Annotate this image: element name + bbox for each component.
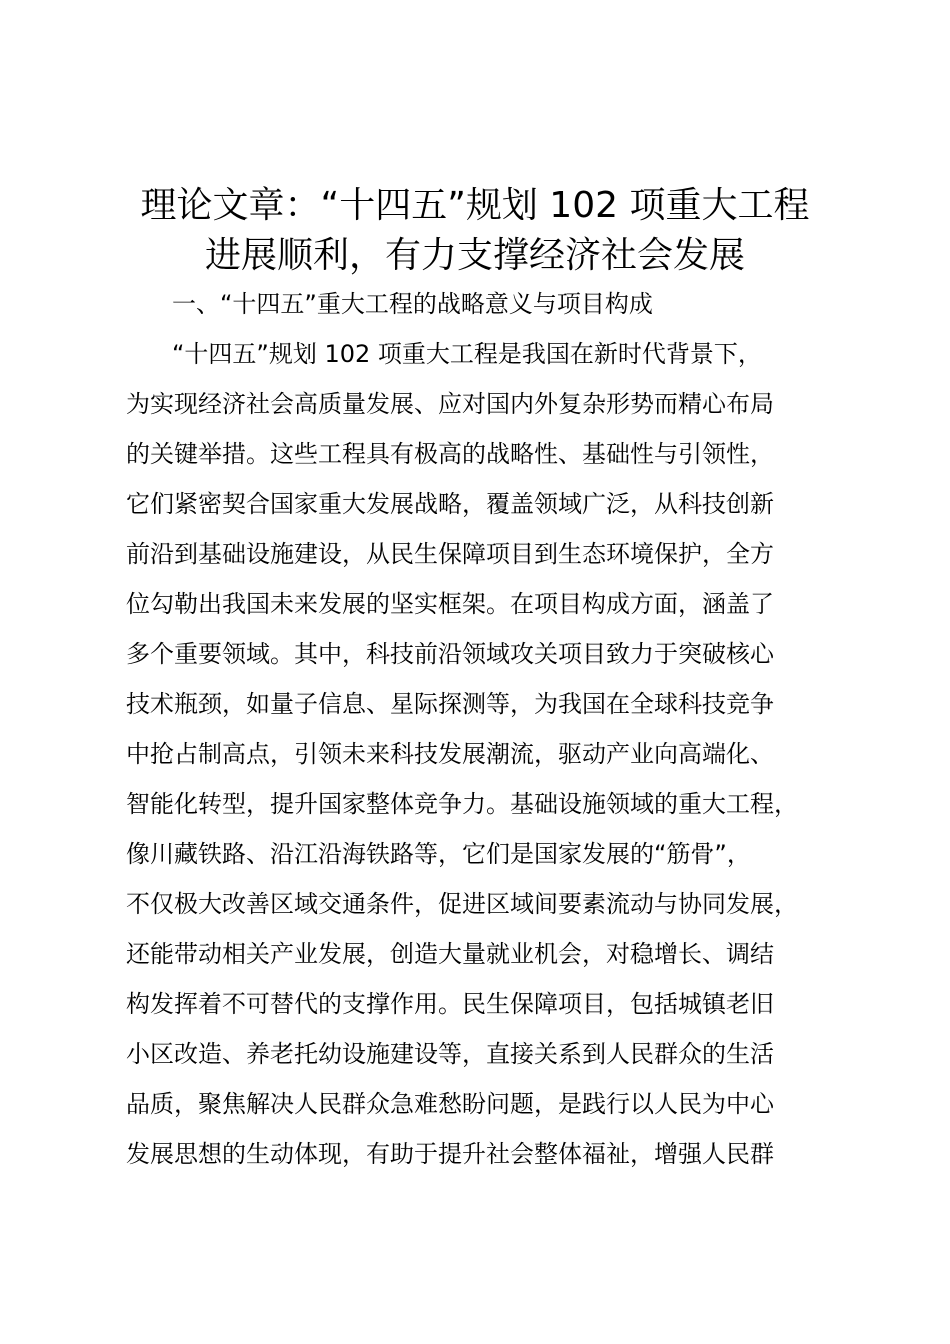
paragraph-line: 智能化转型，提升国家整体竞争力。基础设施领域的重大工程， — [126, 790, 798, 818]
title-line-2: 进展顺利，有力支撑经济社会发展 — [204, 235, 745, 276]
paragraph-line: 构发挥着不可替代的支撑作用。民生保障项目，包括城镇老旧 — [126, 990, 774, 1018]
title-line-1: 理论文章：“十四五”规划 102 项重大工程 — [140, 185, 810, 226]
paragraph-line: 多个重要领域。其中，科技前沿领域攻关项目致力于突破核心 — [126, 640, 774, 668]
paragraph-line: 它们紧密契合国家重大发展战略，覆盖领域广泛，从科技创新 — [126, 490, 774, 518]
paragraph-line: 前沿到基础设施建设，从民生保障项目到生态环境保护，全方 — [126, 540, 774, 568]
section-heading: 一、“十四五”重大工程的战略意义与项目构成 — [172, 290, 653, 318]
paragraph-line: 还能带动相关产业发展，创造大量就业机会，对稳增长、调结 — [126, 940, 774, 968]
paragraph-line: 为实现经济社会高质量发展、应对国内外复杂形势而精心布局 — [126, 390, 774, 418]
paragraph-line: 技术瓶颈，如量子信息、星际探测等，为我国在全球科技竞争 — [126, 690, 774, 718]
paragraph-line: “十四五”规划 102 项重大工程是我国在新时代背景下， — [172, 340, 762, 368]
paragraph-line: 发展思想的生动体现，有助于提升社会整体福祉，增强人民群 — [126, 1140, 774, 1168]
paragraph-line: 的关键举措。这些工程具有极高的战略性、基础性与引领性， — [126, 440, 774, 468]
paragraph-line: 像川藏铁路、沿江沿海铁路等，它们是国家发展的“筋骨”， — [126, 840, 751, 868]
paragraph-line: 不仅极大改善区域交通条件，促进区域间要素流动与协同发展， — [126, 890, 798, 918]
paragraph-line: 中抢占制高点，引领未来科技发展潮流，驱动产业向高端化、 — [126, 740, 774, 768]
paragraph-line: 位勾勒出我国未来发展的坚实框架。在项目构成方面，涵盖了 — [126, 590, 774, 618]
paragraph-line: 品质，聚焦解决人民群众急难愁盼问题，是践行以人民为中心 — [126, 1090, 774, 1118]
paragraph-line: 小区改造、养老托幼设施建设等，直接关系到人民群众的生活 — [126, 1040, 774, 1068]
